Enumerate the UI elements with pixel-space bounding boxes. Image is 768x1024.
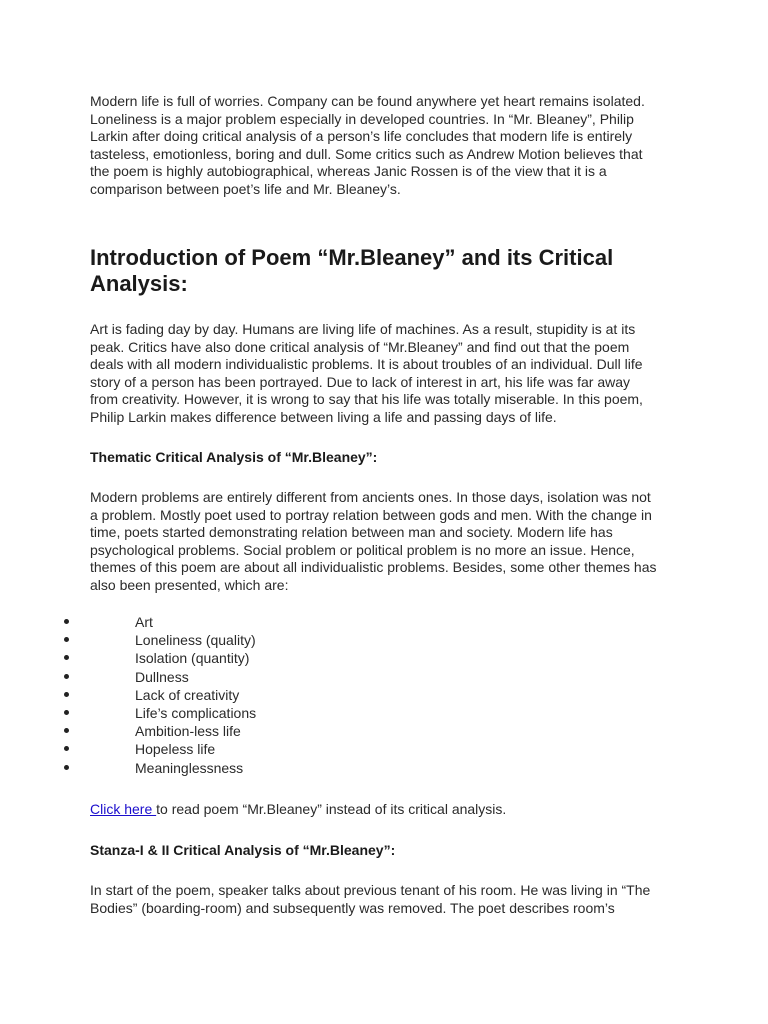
theme-label: Dullness <box>135 668 189 685</box>
main-heading-line: Introduction of Poem “Mr.Bleaney” and its Critical <box>90 245 614 270</box>
section1-line: Art is fading day by day. Humans are living life of machines. As a result, stupidity is at its <box>90 321 636 337</box>
theme-label: Art <box>135 614 153 630</box>
list-item <box>0 668 768 686</box>
thematic-line: a problem. Mostly poet used to portray relation between gods and men. With the change in <box>90 506 652 523</box>
thematic-heading: Thematic Critical Analysis of “Mr.Bleaney”: <box>90 449 378 465</box>
bullet-icon <box>64 765 69 770</box>
thematic-line: psychological problems. Social problem or political problem is no more an issue. Hence, <box>90 541 635 558</box>
thematic-line: themes of this poem are about all individualistic problems. Besides, some other themes has <box>90 559 657 575</box>
stanza-heading: Stanza-I & II Critical Analysis of “Mr.Bleaney”: <box>90 842 396 858</box>
list-item <box>0 613 768 631</box>
list-item <box>0 740 768 758</box>
list-item <box>0 759 768 777</box>
theme-label: Hopeless life <box>135 741 216 758</box>
bullet-icon <box>64 619 69 624</box>
bullet-icon <box>64 674 69 679</box>
section1-line: deals with all modern individualistic problems. It is about troubles of an individual. Dull life <box>90 356 643 372</box>
bullet-icon <box>64 746 69 751</box>
list-item <box>0 722 768 740</box>
theme-label: Ambition-less life <box>135 723 241 740</box>
theme-label: Lack of creativity <box>135 686 240 703</box>
read-poem-line <box>90 801 506 818</box>
stanza-paragraph <box>90 882 690 917</box>
bullet-icon <box>64 728 69 733</box>
main-heading-line: Analysis: <box>90 271 188 296</box>
thematic-line: also been presented, which are: <box>90 576 289 593</box>
intro-line: comparison between poet’s life and Mr. Bleaney’s. <box>90 180 401 197</box>
stanza-line: In start of the poem, speaker talks about previous tenant of his room. He was living in “The <box>90 882 651 898</box>
theme-label: Meaninglessness <box>135 759 244 776</box>
intro-line: tasteless, emotionless, boring and dull. Some critics such as Andrew Motion believes that <box>90 145 643 162</box>
intro-line: Larkin after doing critical analysis of a person’s life concludes that modern life is entirely <box>90 128 633 144</box>
intro-line: Loneliness is a major problem especially in developed countries. In “Mr. Bleaney”, Philip <box>90 110 634 127</box>
thematic-line: Modern problems are entirely different from ancients ones. In those days, isolation was not <box>90 489 651 505</box>
intro-line: the poem is highly autobiographical, whereas Janic Rossen is of the view that it is a <box>90 163 607 179</box>
bullet-icon <box>64 637 69 642</box>
bullet-icon <box>64 692 69 697</box>
section1-line: story of a person has been portrayed. Due to lack of interest in art, his life was far away <box>90 373 631 390</box>
list-item <box>0 649 768 667</box>
themes-list <box>0 613 768 777</box>
bullet-icon <box>64 710 69 715</box>
section1-line: from creativity. However, it is wrong to say that his life was totally miserable. In this poem, <box>90 391 643 407</box>
theme-label: Loneliness (quality) <box>135 632 256 649</box>
section1-line: Philip Larkin makes difference between living a life and passing days of life. <box>90 408 557 425</box>
list-item <box>0 631 768 649</box>
main-heading <box>90 245 710 297</box>
bullet-icon <box>64 655 69 660</box>
thematic-paragraph <box>90 489 690 594</box>
section1-paragraph <box>90 321 690 426</box>
theme-label: Life’s complications <box>135 704 257 721</box>
list-item <box>0 704 768 722</box>
stanza-line: Bodies” (boarding-room) and subsequently was removed. The poet describes room’s <box>90 899 615 916</box>
theme-label: Isolation (quantity) <box>135 650 250 667</box>
click-here-link[interactable]: Click here <box>90 801 157 817</box>
read-poem-text: to read poem “Mr.Bleaney” instead of its critical analysis. <box>156 801 507 817</box>
intro-paragraph <box>90 93 690 198</box>
thematic-line: time, poets started demonstrating relation between man and society. Modern life has <box>90 524 613 540</box>
section1-line: peak. Critics have also done critical analysis of “Mr.Bleaney” and find out that the poem <box>90 338 630 355</box>
intro-line: Modern life is full of worries. Company can be found anywhere yet heart remains isolated. <box>90 93 645 109</box>
list-item <box>0 686 768 704</box>
